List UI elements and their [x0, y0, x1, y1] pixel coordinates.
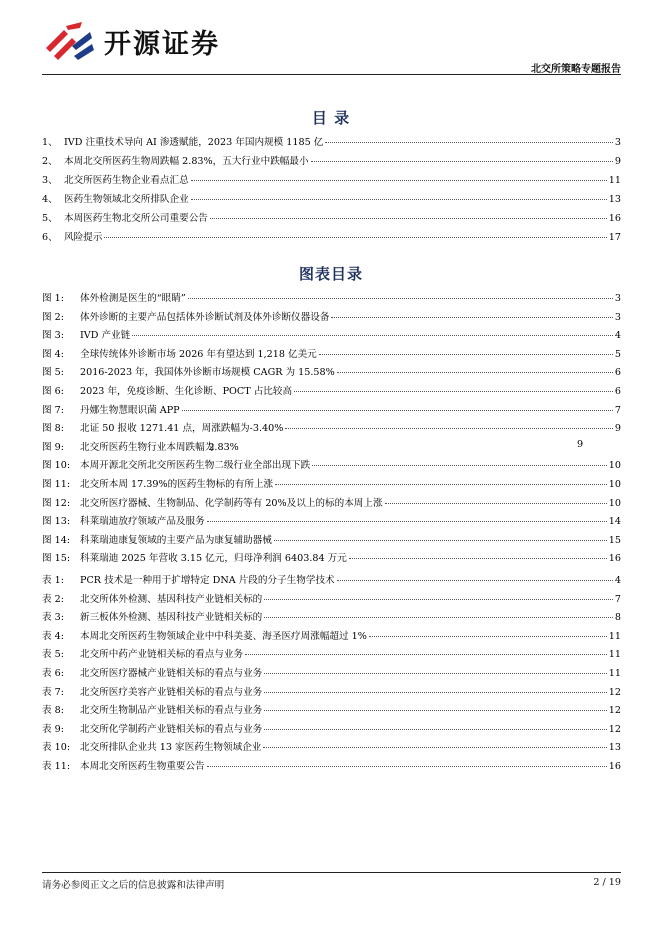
figure-number: 图 8: — [42, 423, 64, 435]
dot-leader — [207, 521, 607, 522]
figure-title: 丹娜生物慧眼识菌 APP — [80, 404, 180, 416]
figure-item[interactable] — [42, 309, 621, 328]
figure-page: 7 — [614, 404, 621, 416]
table-page: 8 — [614, 612, 621, 624]
header-divider — [42, 74, 621, 75]
toc-item-number: 2、 — [42, 156, 58, 167]
table-page: 16 — [608, 760, 621, 772]
figure-page: 3 — [614, 293, 621, 304]
toc-item-title: 风险提示 — [64, 232, 103, 243]
toc-item-number: 5、 — [42, 213, 58, 224]
page-header — [0, 0, 662, 80]
figure-title: 科莱瑞迪 2025 年营收 3.15 亿元，归母净利润 6403.84 万元 — [80, 553, 347, 565]
figure-page: 4 — [614, 330, 621, 342]
figure-item[interactable] — [42, 550, 621, 569]
toc-item-title: 本周北交所医药生物周跌幅 2.83%，五大行业中跌幅最小 — [64, 156, 309, 167]
figure-title: 本周开源北交所北交所医药生物二级行业全部出现下跌 — [80, 460, 311, 472]
table-title: 北交所医疗美容产业链相关标的看点与业务 — [80, 686, 263, 698]
table-title: 新三板体外检测、基因科技产业链相关标的 — [80, 612, 263, 624]
table-number: 表 11: — [42, 760, 71, 772]
dot-leader — [245, 654, 607, 655]
table-item[interactable] — [42, 684, 621, 703]
figure-page: 15 — [608, 534, 621, 546]
table-title: 本周北交所医药生物领域企业中中科美菱、海圣医疗周涨幅超过 1% — [80, 630, 367, 642]
dot-leader — [331, 317, 612, 318]
dot-leader — [132, 335, 613, 336]
dot-leader — [263, 747, 606, 748]
figure-page: 5 — [614, 348, 621, 360]
footer-disclaimer: 请务必参阅正文之后的信息披露和法律声明 — [42, 880, 225, 891]
table-title: 北交所体外检测、基因科技产业链相关标的 — [80, 593, 263, 605]
toc-title: 目 录 — [311, 109, 351, 127]
table-item[interactable] — [42, 739, 621, 758]
figure-page: 10 — [608, 460, 621, 472]
figure-page: 3 — [614, 311, 621, 323]
dot-leader — [210, 218, 607, 219]
toc-item-number: 6、 — [42, 232, 58, 243]
toc-item-page: 9 — [614, 156, 621, 167]
toc-item[interactable] — [42, 191, 621, 210]
table-item[interactable] — [42, 628, 621, 647]
figure-title: IVD 产业链 — [80, 330, 131, 342]
figure-page: 16 — [608, 553, 621, 565]
figure-number: 图 6: — [42, 385, 64, 397]
figure-item[interactable] — [42, 364, 621, 383]
table-item[interactable] — [42, 758, 621, 777]
toc-item[interactable] — [42, 153, 621, 172]
table-title: 北交所医疗器械产业链相关标的看点与业务 — [80, 667, 263, 679]
figure-title: 北交所医药生物行业本周跌幅为 — [80, 441, 215, 453]
table-page: 12 — [608, 705, 621, 717]
figure-item[interactable] — [42, 346, 621, 365]
dot-leader — [188, 298, 613, 299]
dot-leader — [349, 558, 607, 559]
toc-item-title: 北交所医药生物企业看点汇总 — [64, 175, 189, 186]
table-number: 表 1: — [42, 575, 64, 586]
figure-page: 9 — [577, 438, 584, 450]
toc-item-number: 1、 — [42, 137, 58, 148]
table-page: 4 — [614, 575, 621, 586]
table-number: 表 3: — [42, 612, 64, 624]
figure-number: 图 1: — [42, 293, 64, 304]
figure-number: 图 14: — [42, 534, 71, 546]
table-title: 北交所化学制药产业链相关标的看点与业务 — [80, 723, 263, 735]
table-title: 北交所排队企业共 13 家医药生物领域企业 — [80, 742, 262, 754]
figure-page: 10 — [608, 478, 621, 490]
dot-leader — [191, 180, 607, 181]
figure-number: 图 4: — [42, 348, 64, 360]
dot-leader — [311, 161, 613, 162]
figure-number: 图 9: — [42, 441, 64, 453]
figure-item[interactable] — [42, 439, 621, 458]
dot-leader — [264, 729, 607, 730]
table-number: 表 7: — [42, 686, 64, 698]
toc-item[interactable] — [42, 229, 621, 248]
logo-text: 开源证券 — [104, 29, 220, 60]
table-page: 11 — [608, 667, 621, 679]
figure-title: 体外诊断的主要产品包括体外诊断试剂及体外诊断仪器设备 — [80, 311, 330, 323]
figure-title: 科莱瑞迪康复领域的主要产品为康复辅助器械 — [80, 534, 272, 546]
dot-leader — [337, 580, 613, 581]
dot-leader — [369, 636, 607, 637]
table-item[interactable] — [42, 721, 621, 740]
toc-item-title: 本周医药生物北交所公司重要公告 — [64, 213, 208, 224]
toc-item-page: 3 — [614, 137, 621, 148]
table-list — [42, 572, 621, 777]
table-title: PCR 技术是一种用于扩增特定 DNA 片段的分子生物学技术 — [80, 575, 335, 586]
toc-item-number: 3、 — [42, 175, 58, 186]
table-number: 表 5: — [42, 649, 64, 661]
figure-item[interactable] — [42, 290, 621, 309]
table-number: 表 6: — [42, 667, 64, 679]
dot-leader — [191, 199, 607, 200]
table-item[interactable] — [42, 572, 621, 591]
toc-item-page: 17 — [608, 232, 621, 243]
dot-leader — [337, 372, 613, 373]
dot-leader — [264, 692, 607, 693]
figure-number: 图 7: — [42, 404, 64, 416]
figure-title: 全球传统体外诊断市场 2026 年有望达到 1,218 亿美元 — [80, 348, 317, 360]
figure-page: 10 — [608, 497, 621, 509]
figure-item[interactable] — [42, 402, 621, 421]
dot-leader — [274, 540, 607, 541]
toc-item[interactable] — [42, 210, 621, 229]
toc-list — [42, 134, 621, 248]
figure-title: 北交所医疗器械、生物制品、化学制药等有 20%及以上的标的本周上涨 — [80, 497, 383, 509]
footer-divider — [42, 872, 621, 873]
toc-item-page: 11 — [608, 175, 621, 186]
company-logo — [42, 18, 262, 64]
figure-item[interactable] — [42, 495, 621, 514]
table-item[interactable] — [42, 646, 621, 665]
table-number: 表 2: — [42, 593, 64, 605]
table-page: 7 — [614, 593, 621, 605]
table-page: 11 — [608, 649, 621, 661]
table-title: 北交所中药产业链相关标的看点与业务 — [80, 649, 244, 661]
table-number: 表 8: — [42, 705, 64, 717]
table-page: 12 — [608, 686, 621, 698]
dot-leader — [207, 766, 607, 767]
dot-leader — [264, 599, 613, 600]
figure-title: 体外检测是医生的“眼睛” — [80, 293, 186, 304]
dot-leader — [325, 142, 613, 143]
dot-leader — [182, 410, 613, 411]
figure-list — [42, 290, 621, 569]
table-item[interactable] — [42, 609, 621, 628]
figure-page: 9 — [614, 423, 621, 435]
figure-page: 6 — [614, 385, 621, 397]
figure-item[interactable] — [42, 513, 621, 532]
table-item[interactable] — [42, 591, 621, 610]
toc-item-number: 4、 — [42, 194, 58, 205]
dot-leader — [294, 391, 613, 392]
toc-item[interactable] — [42, 134, 621, 153]
figures-title: 图表目录 — [298, 265, 363, 283]
figure-number: 图 3: — [42, 330, 64, 342]
table-title: 北交所生物制品产业链相关标的看点与业务 — [80, 705, 263, 717]
figure-title: 北交所本周 17.39%的医药生物标的有所上涨 — [80, 478, 274, 490]
table-number: 表 4: — [42, 630, 64, 642]
figure-number: 图 5: — [42, 367, 64, 379]
toc-item-title: 医药生物领域北交所排队企业 — [64, 194, 189, 205]
figure-number: 图 13: — [42, 516, 71, 528]
table-number: 表 9: — [42, 723, 64, 735]
dot-leader — [264, 617, 613, 618]
figure-page: 14 — [608, 516, 621, 528]
dot-leader — [312, 465, 607, 466]
figure-title-overlap: 2.83% — [208, 441, 239, 453]
toc-item-title: IVD 注重技术导向 AI 渗透赋能，2023 年国内规模 1185 亿 — [64, 137, 324, 148]
figure-item[interactable] — [42, 457, 621, 476]
table-number: 表 10: — [42, 742, 71, 754]
figure-title: 2023 年，免疫诊断、生化诊断、POCT 占比较高 — [80, 385, 293, 397]
dot-leader — [264, 673, 607, 674]
dot-leader — [319, 354, 613, 355]
figure-item[interactable] — [42, 420, 621, 439]
dot-leader — [285, 428, 613, 429]
logo-mark-icon — [42, 18, 96, 64]
toc-item-page: 13 — [608, 194, 621, 205]
figure-item[interactable] — [42, 383, 621, 402]
table-item[interactable] — [42, 665, 621, 684]
figure-number: 图 15: — [42, 553, 71, 565]
toc-item-page: 16 — [608, 213, 621, 224]
figure-number: 图 2: — [42, 311, 64, 323]
figure-number: 图 11: — [42, 478, 71, 490]
table-title: 本周北交所医药生物重要公告 — [80, 760, 205, 772]
figure-title: 2016-2023 年，我国体外诊断市场规模 CAGR 为 15.58% — [80, 367, 335, 379]
toc-item[interactable] — [42, 172, 621, 191]
figure-item[interactable] — [42, 327, 621, 346]
figure-page: 6 — [614, 367, 621, 379]
figure-title: 北证 50 报收 1271.41 点，周涨跌幅为-3.40% — [80, 423, 284, 435]
table-item[interactable] — [42, 702, 621, 721]
dot-leader — [264, 710, 607, 711]
dot-leader — [104, 237, 606, 238]
report-type-label: 北交所策略专题报告 — [531, 64, 621, 75]
figure-title: 科莱瑞迪放疗领域产品及服务 — [80, 516, 205, 528]
figure-item[interactable] — [42, 532, 621, 551]
table-page: 11 — [608, 630, 621, 642]
figure-number: 图 12: — [42, 497, 71, 509]
dot-leader — [275, 484, 607, 485]
table-page: 13 — [608, 742, 621, 754]
dot-leader — [385, 503, 607, 504]
table-page: 12 — [608, 723, 621, 735]
figure-number: 图 10: — [42, 460, 71, 472]
figure-item[interactable] — [42, 476, 621, 495]
footer-page-number: 2 / 19 — [593, 877, 621, 888]
